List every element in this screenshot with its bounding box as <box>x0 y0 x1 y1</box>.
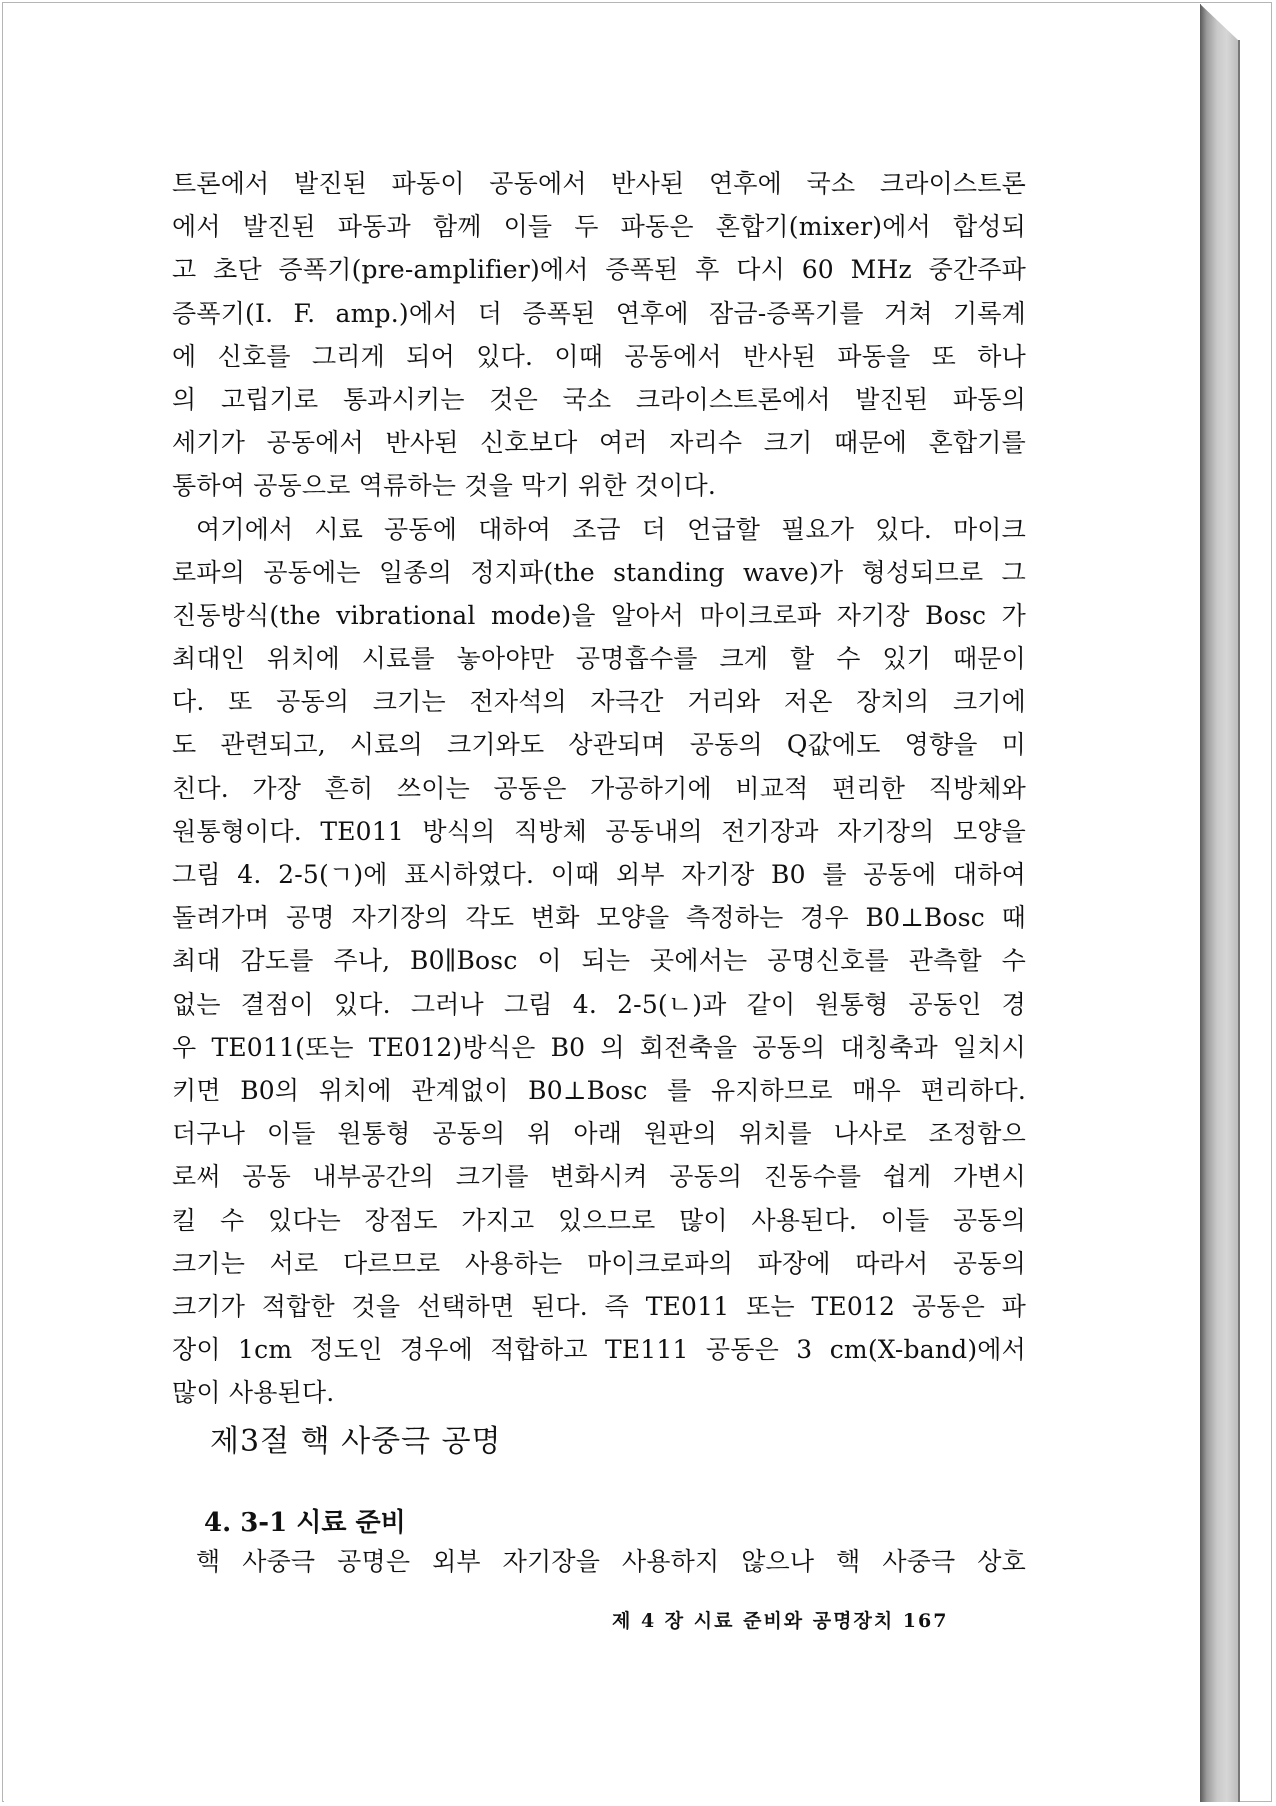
text-line: 진동방식(the vibrational mode)을 알아서 마이크로파 자기장 Bosc 가 <box>172 600 1026 630</box>
text-line: 우 TE011(또는 TE012)방식은 B0 의 회전축을 공동의 대칭축과 일치시 <box>172 1032 1026 1062</box>
text-line: 최대인 위치에 시료를 놓아야만 공명흡수를 크게 할 수 있기 때문이 <box>172 644 1026 674</box>
body-text-continued <box>196 1540 1026 1583</box>
text-line: 로써 공동 내부공간의 크기를 변화시켜 공동의 진동수를 쉽게 가변시 <box>172 1162 1026 1192</box>
page-edge-shadow <box>1200 4 1238 1802</box>
text-line: 장이 1cm 정도인 경우에 적합하고 TE111 공동은 3 cm(X-band)에서 <box>172 1335 1026 1365</box>
text-line: 원통형이다. TE011 방식의 직방체 공동내의 전기장과 자기장의 모양을 <box>172 816 1026 846</box>
text-line: 크기가 적합한 것을 선택하면 된다. 즉 TE011 또는 TE012 공동은 파 <box>172 1291 1026 1321</box>
text-line: 없는 결점이 있다. 그러나 그림 4. 2-5(ㄴ)과 같이 원통형 공동인 경 <box>172 989 1026 1019</box>
text-line: 키면 B0의 위치에 관계없이 B0⊥Bosc 를 유지하므로 매우 편리하다. <box>172 1075 1026 1105</box>
text-line: 에서 발진된 파동과 함께 이들 두 파동은 혼합기(mixer)에서 합성되 <box>172 212 1026 242</box>
text-line: 로파의 공동에는 일종의 정지파(the standing wave)가 형성되므로 그 <box>172 557 1026 587</box>
page-edge-outline <box>1238 40 1240 1802</box>
text-line: 여기에서 시료 공동에 대하여 조금 더 언급할 필요가 있다. 마이크 <box>196 514 1026 544</box>
subsection-title: 4. 3-1 시료 준비 <box>204 1508 406 1538</box>
text-line: 도 관련되고, 시료의 크기와도 상관되며 공동의 Q값에도 영향을 미 <box>172 730 1026 760</box>
text-line: 그림 4. 2-5(ㄱ)에 표시하였다. 이때 외부 자기장 B0 를 공동에 대하여 <box>172 860 1026 889</box>
text-line: 많이 사용된다. <box>172 1378 335 1408</box>
text-line: 핵 사중극 공명은 외부 자기장을 사용하지 않으나 핵 사중극 상호 <box>196 1547 1026 1576</box>
running-footer: 제 4 장 시료 준비와 공명장치 167 <box>612 1610 949 1632</box>
text-line: 크기는 서로 다르므로 사용하는 마이크로파의 파장에 따라서 공동의 <box>172 1248 1026 1278</box>
text-line: 다. 또 공동의 크기는 전자석의 자극간 거리와 저온 장치의 크기에 <box>172 687 1026 717</box>
text-line: 더구나 이들 원통형 공동의 위 아래 원판의 위치를 나사로 조정함으 <box>172 1119 1026 1149</box>
text-line: 친다. 가장 흔히 쓰이는 공동은 가공하기에 비교적 편리한 직방체와 <box>172 773 1026 803</box>
text-line: 에 신호를 그리게 되어 있다. 이때 공동에서 반사된 파동을 또 하나 <box>172 341 1026 371</box>
text-line: 킬 수 있다는 장점도 가지고 있으므로 많이 사용된다. 이들 공동의 <box>172 1205 1026 1235</box>
text-line: 돌려가며 공명 자기장의 각도 변화 모양을 측정하는 경우 B0⊥Bosc 때 <box>172 903 1026 933</box>
body-text <box>172 162 1026 1414</box>
text-line: 통하여 공동으로 역류하는 것을 막기 위한 것이다. <box>172 471 717 501</box>
text-line: 세기가 공동에서 반사된 신호보다 여러 자리수 크기 때문에 혼합기를 <box>172 428 1026 458</box>
text-line: 고 초단 증폭기(pre-amplifier)에서 증폭된 후 다시 60 MHz 중간주파 <box>172 255 1026 285</box>
text-line: 트론에서 발진된 파동이 공동에서 반사된 연후에 국소 크라이스트론 <box>172 169 1026 198</box>
section-title: 제3절 핵 사중극 공명 <box>210 1424 502 1459</box>
text-line: 의 고립기로 통과시키는 것은 국소 크라이스트론에서 발진된 파동의 <box>172 384 1026 414</box>
text-line: 증폭기(I. F. amp.)에서 더 증폭된 연후에 잠금-증폭기를 거쳐 기록계 <box>172 298 1026 328</box>
text-line: 최대 감도를 주나, B0∥Bosc 이 되는 곳에서는 공명신호를 관측할 수 <box>172 946 1026 976</box>
